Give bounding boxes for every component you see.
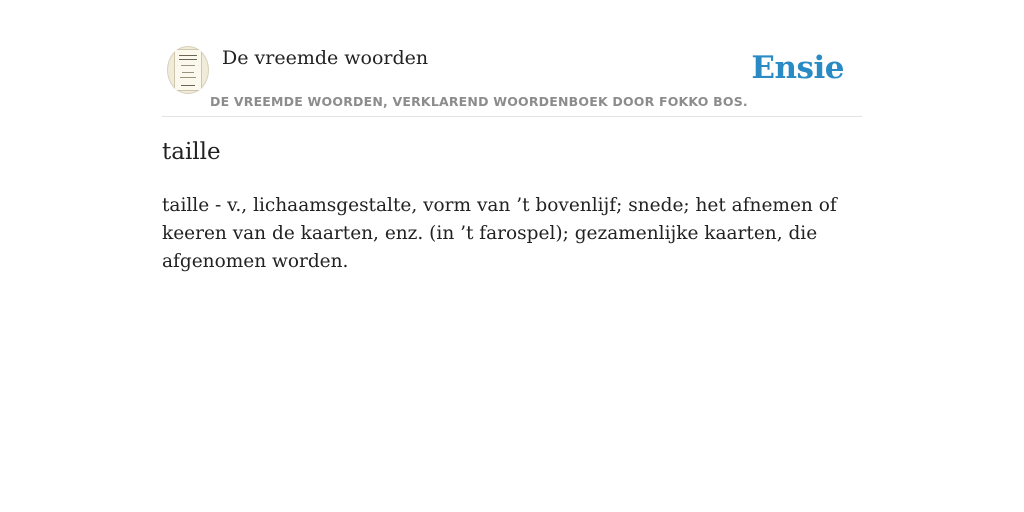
source-header — [162, 40, 862, 117]
entry-definition: taille - v., lichaamsgestalte, vorm van ’t bovenlijf; snede; het afnemen of keeren van de kaarten, enz. (in ’t farospel); gezamenlijke kaarten, die afgenomen worden. — [162, 195, 837, 272]
cover-line — [182, 72, 194, 73]
source-description: DE VREEMDE WOORDEN, VERKLAREND WOORDENBOEK DOOR FOKKO BOS. — [210, 94, 748, 109]
cover-line — [179, 59, 197, 60]
book-cover-icon[interactable] — [167, 46, 209, 94]
cover-line — [179, 55, 197, 56]
cover-line — [181, 85, 195, 86]
cover-page — [174, 49, 202, 91]
cover-line — [181, 65, 195, 66]
ensie-logo-link[interactable]: Ensie — [751, 50, 844, 86]
cover-line — [180, 77, 196, 78]
entry-title: taille — [162, 139, 221, 165]
source-title[interactable]: De vreemde woorden — [222, 47, 429, 69]
